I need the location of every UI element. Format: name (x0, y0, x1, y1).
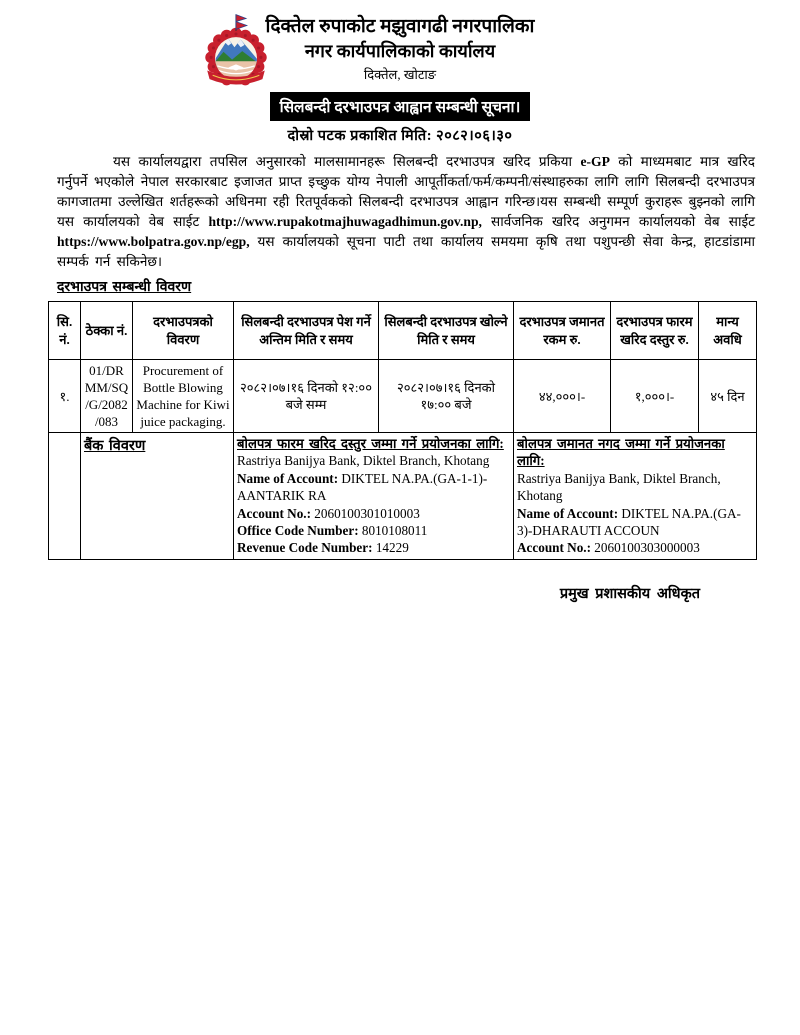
municipality-website-link[interactable]: http://www.rupakotmajhuwagadhimun.gov.np, (208, 214, 482, 229)
bank-label-cell (81, 433, 234, 560)
account-name-label: Name of Account: (237, 470, 339, 486)
tender-table (48, 301, 757, 560)
revenue-code-label: Revenue Code Number: (237, 540, 373, 556)
revenue-code-line (237, 539, 510, 556)
form-fee-bank-cell (234, 433, 514, 560)
header-description: दरभाउपत्रको विवरण (133, 302, 234, 360)
bank-details-label: बैंक विवरण (84, 438, 146, 454)
form-fee-account-name-line (237, 470, 510, 505)
cell-form-fee: १,०००।- (611, 360, 699, 433)
revenue-code-value: 14229 (372, 540, 409, 556)
cell-serial-no: १. (49, 360, 81, 433)
paragraph-text-1: यस कार्यालयद्वारा तपसिल अनुसारको मालसामानहरू सिलबन्दी दरभाउपत्र खरिद प्रकिया (113, 154, 581, 169)
account-no-value: 2060100303000003 (591, 540, 700, 556)
notice-title: सिलबन्दी दरभाउपत्र आह्वान सम्बन्धी सूचना। (270, 92, 531, 121)
form-fee-account-no-line (237, 505, 510, 522)
header-form-fee: दरभाउपत्र फारम खरिद दस्तुर रु. (611, 302, 699, 360)
office-code-value: 8010108011 (358, 523, 428, 539)
bid-security-bank-heading: बोलपत्र जमानत नगद जम्मा गर्ने प्रयोजनका लागि: (517, 436, 725, 469)
office-name: नगर कार्यपालिकाको कार्यालय (304, 41, 496, 61)
tender-details-heading: दरभाउपत्र सम्बन्धी विवरण (57, 280, 192, 295)
cell-submission-deadline: २०८२।०७।१६ दिनको १२:०० बजे सम्म (234, 360, 379, 433)
account-no-label: Account No.: (237, 505, 311, 521)
account-no-label: Account No.: (517, 540, 591, 556)
bid-security-account-no-line (517, 539, 753, 556)
cell-description: Procurement of Bottle Blowing Machine for Kiwi juice packaging. (133, 360, 234, 433)
notice-body-paragraph (57, 152, 755, 272)
cell-bid-security: ४४,०००।- (514, 360, 611, 433)
form-fee-bank-name: Rastriya Banijya Bank, Diktel Branch, Khotang (237, 453, 490, 469)
bank-details-row (49, 433, 757, 560)
paragraph-text-2: को माध्यमबाट मात्र खरिद गर्नुपर्ने भएकोले नेपाल सरकारबाट इजाजत प्राप्त इच्छुक योग्य नेपाली आपूर्तीकर्ता/फर्म/कम्पनी/संस्थाहरुका लागि लागि सिलबन्दी दरभाउपत्र कागजातमा उल्लेखित शर्तहरूको अधिनमा रही रितपूर्वकको सिलबन्दी दरभाउपत्र आह्वान गरिन्छ।यस सम्बन्धी सम्पूर्ण कुराहरू बुझ्नको लागि यस कार्यालयको वेब साईट (57, 154, 755, 229)
letterhead (0, 0, 800, 145)
office-code-label: Office Code Number: (237, 523, 359, 539)
office-location: दिक्तेल, खोटाङ (363, 67, 437, 82)
table-row (49, 360, 757, 433)
cell-contract-no: 01/DR MM/SQ /G/2082 /083 (81, 360, 133, 433)
header-opening-time: सिलबन्दी दरभाउपत्र खोल्ने मिति र समय (379, 302, 514, 360)
header-validity: मान्य अवधि (699, 302, 757, 360)
bank-empty-cell (49, 433, 81, 560)
cell-validity: ४५ दिन (699, 360, 757, 433)
header-contract-no: ठेक्का नं. (81, 302, 133, 360)
bid-security-account-name-line (517, 505, 753, 540)
header-serial-no: सि. नं. (49, 302, 81, 360)
bolpatra-website-link[interactable]: https://www.bolpatra.gov.np/egp, (57, 234, 250, 249)
bid-security-bank-cell (514, 433, 757, 560)
egp-term: e-GP (580, 154, 610, 169)
header-bid-security: दरभाउपत्र जमानत रकम रु. (514, 302, 611, 360)
paragraph-text-3: सार्वजनिक खरिद अनुगमन कार्यालयको वेब साईट (481, 214, 755, 229)
account-name-value: DIKTEL NA.PA.(GA-1-1)-AANTARIK RA (237, 470, 488, 504)
header-submission-deadline: सिलबन्दी दरभाउपत्र पेश गर्ने अन्तिम मिति र समय (234, 302, 379, 360)
signatory-title: प्रमुख प्रशासकीय अधिकृत (559, 585, 700, 602)
cell-opening-time: २०८२।०७।१६ दिनको १७:०० बजे (379, 360, 514, 433)
notice-title-row (0, 92, 800, 121)
account-no-value: 2060100301010003 (311, 505, 420, 521)
paragraph-text-4: यस कार्यालयको सूचना पाटी तथा कार्यालय समयमा कृषि तथा पशुपन्छी सेवा केन्द्र, हाटडांडामा सम्पर्क गर्न सकिनेछ। (57, 234, 755, 269)
form-fee-bank-heading: बोलपत्र फारम खरिद दस्तुर जम्मा गर्ने प्रयोजनका लागि: (237, 436, 504, 451)
table-header-row (49, 302, 757, 360)
bid-security-bank-name: Rastriya Banijya Bank, Diktel Branch, Khotang (517, 470, 721, 504)
account-name-label: Name of Account: (517, 505, 619, 521)
publish-date: दोस्रो पटक प्रकाशित मिति: २०८२।०६।३० (287, 128, 513, 144)
office-code-line (237, 522, 510, 539)
municipality-name: दिक्तेल रुपाकोट मझुवागढी नगरपालिका (265, 16, 535, 37)
nepal-government-emblem-logo (197, 13, 275, 97)
account-name-value: DIKTEL NA.PA.(GA-3)-DHARAUTI ACCOUN (517, 505, 741, 539)
